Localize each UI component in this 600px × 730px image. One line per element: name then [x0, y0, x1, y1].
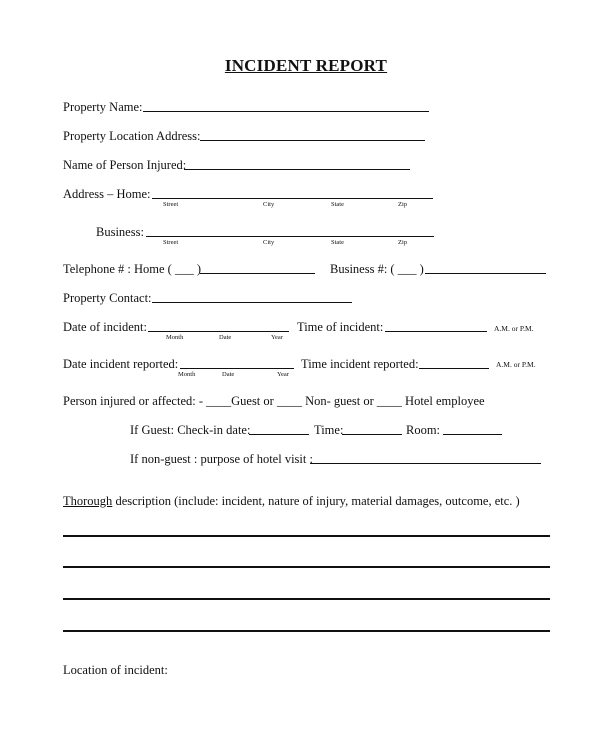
property-location-label: Property Location Address: — [63, 129, 201, 143]
if-guest-time-label: Time: — [314, 423, 344, 437]
if-guest-room-label: Room: — [406, 423, 441, 437]
description-label — [63, 494, 520, 508]
description-label-rest: description (include: incident, nature of injury, material damages, outcome, etc. ) — [112, 494, 520, 508]
property-contact-field[interactable] — [152, 302, 352, 303]
telephone-home-field[interactable] — [200, 273, 315, 274]
address-home-sub-state: State — [331, 201, 344, 208]
date-incident-sub-date: Date — [219, 334, 232, 341]
property-contact-label: Property Contact: — [63, 291, 152, 305]
person-affected-line: Person injured or affected: - ____Guest or ____ Non- guest or ____ Hotel employee — [63, 394, 485, 408]
property-name-label: Property Name: — [63, 100, 143, 114]
date-reported-sub-year: Year — [277, 371, 289, 378]
nonguest-purpose-field[interactable] — [310, 463, 541, 464]
time-of-incident-field[interactable] — [385, 331, 487, 332]
description-line-3[interactable] — [63, 598, 550, 600]
telephone-home-label: Telephone # : Home ( ___ ) — [63, 262, 201, 276]
business-phone-label: Business #: ( ___ ) — [330, 262, 424, 276]
date-reported-field[interactable] — [180, 368, 294, 369]
date-reported-sub-month: Month — [178, 371, 196, 378]
address-home-sub-street: Street — [163, 201, 179, 208]
time-reported-field[interactable] — [419, 368, 489, 369]
time-of-incident-label: Time of incident: — [297, 320, 384, 334]
if-guest-checkin-label: If Guest: Check-in date: — [130, 423, 251, 437]
if-nonguest-label: If non-guest : purpose of hotel visit : — [130, 452, 313, 466]
checkin-date-field[interactable] — [249, 434, 309, 435]
business-phone-field[interactable] — [425, 273, 546, 274]
property-location-field[interactable] — [200, 140, 425, 141]
date-incident-sub-month: Month — [166, 334, 184, 341]
business-sub-city: City — [263, 239, 275, 246]
date-of-incident-field[interactable] — [148, 331, 289, 332]
address-home-field[interactable] — [152, 198, 433, 199]
description-line-1[interactable] — [63, 535, 550, 537]
address-home-sub-city: City — [263, 201, 275, 208]
room-field[interactable] — [443, 434, 502, 435]
time-incident-ampm: A.M. or P.M. — [494, 324, 534, 333]
description-line-4[interactable] — [63, 630, 550, 632]
date-incident-sub-year: Year — [271, 334, 283, 341]
time-reported-label: Time incident reported: — [301, 357, 419, 371]
property-name-field[interactable] — [143, 111, 429, 112]
page-title: INCIDENT REPORT — [224, 56, 388, 75]
time-reported-ampm: A.M. or P.M. — [496, 360, 536, 369]
date-reported-label: Date incident reported: — [63, 357, 179, 371]
address-home-label: Address – Home: — [63, 187, 151, 201]
date-of-incident-label: Date of incident: — [63, 320, 147, 334]
person-injured-field[interactable] — [184, 169, 410, 170]
checkin-time-field[interactable] — [342, 434, 402, 435]
location-of-incident-label: Location of incident: — [63, 663, 168, 677]
business-address-field[interactable] — [146, 236, 434, 237]
business-address-label: Business: — [96, 225, 144, 239]
date-reported-sub-date: Date — [222, 371, 235, 378]
person-injured-label: Name of Person Injured: — [63, 158, 187, 172]
description-line-2[interactable] — [63, 566, 550, 568]
address-home-sub-zip: Zip — [398, 201, 408, 208]
business-sub-zip: Zip — [398, 239, 408, 246]
business-sub-street: Street — [163, 239, 179, 246]
description-label-underlined: Thorough — [63, 494, 113, 508]
business-sub-state: State — [331, 239, 344, 246]
